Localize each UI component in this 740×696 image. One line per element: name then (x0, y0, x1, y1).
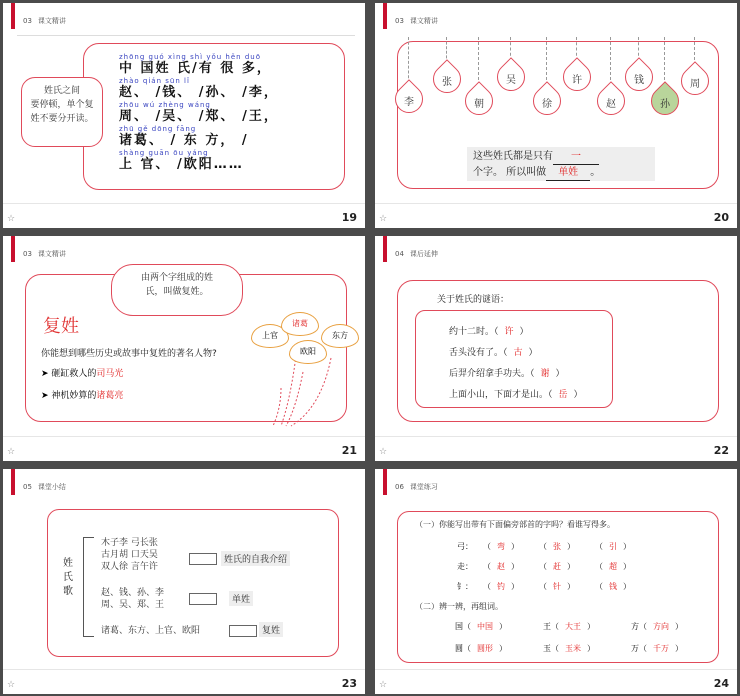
radical-label: 钅： (457, 582, 473, 591)
slide-20[interactable] (375, 3, 737, 228)
tag-single: 单姓 (229, 591, 253, 606)
word-slot: 圆（ 圆形 ） (455, 644, 507, 653)
drop-char: 李 (404, 97, 414, 108)
drop-char: 周 (690, 79, 700, 90)
slide-24[interactable] (375, 469, 737, 694)
answer-slot: （ 赶 ） (539, 562, 575, 571)
drop-char: 许 (572, 75, 582, 86)
drop-char: 孙 (660, 99, 670, 110)
hanzi-line: 诸葛、 / 东 方， / (119, 133, 249, 148)
drop-char: 张 (442, 77, 452, 88)
question-text: 你能想到哪些历史或故事中复姓的著名人物? (41, 349, 217, 359)
heart-label: 诸葛 (281, 312, 319, 336)
word-slot: 玉（ 玉米 ） (543, 644, 595, 653)
hanzi-line: 中 国姓 氏/有 很 多， (119, 61, 272, 76)
hanzi-line: 上 官、 /欧阳…… (119, 157, 244, 172)
drop-char: 钱 (634, 75, 644, 86)
answer-slot: （ 引 ） (595, 542, 631, 551)
riddle-row: 舌头没有了。（ 古 ） (449, 348, 538, 358)
arrow-icon (189, 593, 217, 605)
riddle-answer: 古 (513, 348, 523, 358)
section-header: 03 课文精讲 (23, 250, 66, 258)
question-1: （一）你能写出带有下面偏旁部首的字吗？看谁写得多。 (415, 520, 615, 529)
group-2: 赵、钱、孙、李 周、吴、郑、王 (101, 588, 165, 610)
heart-label: 上官 (251, 324, 289, 348)
riddle-answer: 许 (504, 327, 514, 337)
word-slot: 万（ 千万 ） (631, 644, 683, 653)
pinyin-line: zhōu wú zhèng wáng (119, 101, 211, 109)
slide-number: 22 (713, 444, 729, 457)
side-label: 姓 氏 歌 (63, 558, 73, 597)
word-slot: 王（ 大王 ） (543, 622, 595, 631)
arrow-icon (229, 625, 257, 637)
heart-label: 东方 (321, 324, 359, 348)
riddle-answer: 岳 (558, 390, 568, 400)
pinyin-line: zhōng guó xìng shì yǒu hěn duō (119, 53, 261, 61)
riddle-row: 约十二时。（ 许 ） (449, 327, 529, 337)
answer-slot: （ 针 ） (539, 582, 575, 591)
speech-bubble: 姓氏之间 要停顿，单个复 姓不要分开读。 (21, 77, 103, 147)
drop-char: 朝 (474, 99, 484, 110)
riddle-answer: 谢 (540, 369, 550, 379)
cloud-bubble: 由两个字组成的姓 氏，叫做复姓。 (111, 264, 243, 316)
word-slot: 国（ 中国 ） (455, 622, 507, 631)
section-header: 03 课文精讲 (395, 17, 438, 25)
section-header: 03 课文精讲 (23, 17, 66, 25)
pinyin-line: zhū gě dōng fāng (119, 125, 197, 133)
riddle-heading: 关于姓氏的谜语： (437, 295, 510, 305)
compound-heading: 复姓 (43, 316, 79, 337)
section-header: 04 课后延伸 (395, 250, 438, 258)
answer-slot: （ 张 ） (539, 542, 575, 551)
drop-char: 赵 (606, 99, 616, 110)
slide-19[interactable] (3, 3, 365, 228)
list-item: ➤ 砸缸救人的司马光 (41, 369, 124, 379)
hanzi-line: 周、 /吴、 /郑、 /王， (119, 109, 279, 124)
answer-slot: （ 弯 ） (483, 542, 519, 551)
accent-bar (11, 3, 15, 29)
tag-compound: 复姓 (259, 622, 283, 637)
question-2: （二）辨一辨，再组词。 (415, 602, 503, 611)
section-header: 06 课堂练习 (395, 483, 438, 491)
word-slot: 方（ 方向 ） (631, 622, 683, 631)
heart-label: 欧阳 (289, 340, 327, 364)
slide-22[interactable] (375, 236, 737, 461)
slide-number: 21 (341, 444, 357, 457)
group-3: 诸葛、东方、上官、欧阳 (101, 626, 201, 636)
answer-slot: （ 超 ） (595, 562, 631, 571)
radical-label: 走： (457, 562, 473, 571)
star-icon: ☆ (379, 680, 388, 690)
group-1: 木子李 弓长张 古月胡 口天吴 双人徐 言午许 (101, 538, 158, 572)
slide-number: 24 (713, 677, 729, 690)
hanzi-line: 赵、 /钱、 /孙、 /李， (119, 85, 279, 100)
star-icon: ☆ (7, 214, 16, 224)
star-icon: ☆ (379, 447, 388, 457)
star-icon: ☆ (379, 214, 388, 224)
riddle-row: 后羿介绍拿手功夫。（ 谢 ） (449, 369, 565, 379)
pinyin-line: zhào qián sūn lǐ (119, 77, 190, 85)
poem-lines (119, 53, 279, 173)
tag-intro: 姓氏的自我介绍 (221, 551, 290, 566)
fill-blank-text: 这些姓氏都是只有 一 个字。 所以叫做 单姓 。 (467, 147, 655, 181)
list-item: ➤ 神机妙算的诸葛亮 (41, 391, 124, 401)
arrow-icon (189, 553, 217, 565)
star-icon: ☆ (7, 680, 16, 690)
section-header: 05 课堂小结 (23, 483, 66, 491)
answer-slot: （ 钱 ） (595, 582, 631, 591)
slide-21[interactable] (3, 236, 365, 461)
drop-char: 徐 (542, 99, 552, 110)
slide-number: 23 (341, 677, 357, 690)
answer-slot: （ 钓 ） (483, 582, 519, 591)
drop-char: 吴 (506, 75, 516, 86)
slide-23[interactable] (3, 469, 365, 694)
star-icon: ☆ (7, 447, 16, 457)
slide-number: 20 (713, 211, 729, 224)
pinyin-line: shàng guān ōu yáng (119, 149, 209, 157)
slide-number: 19 (341, 211, 357, 224)
riddle-row: 上面小山，下面才是山。（ 岳 ） (449, 390, 583, 400)
radical-label: 弓： (457, 542, 473, 551)
answer-slot: （ 赵 ） (483, 562, 519, 571)
